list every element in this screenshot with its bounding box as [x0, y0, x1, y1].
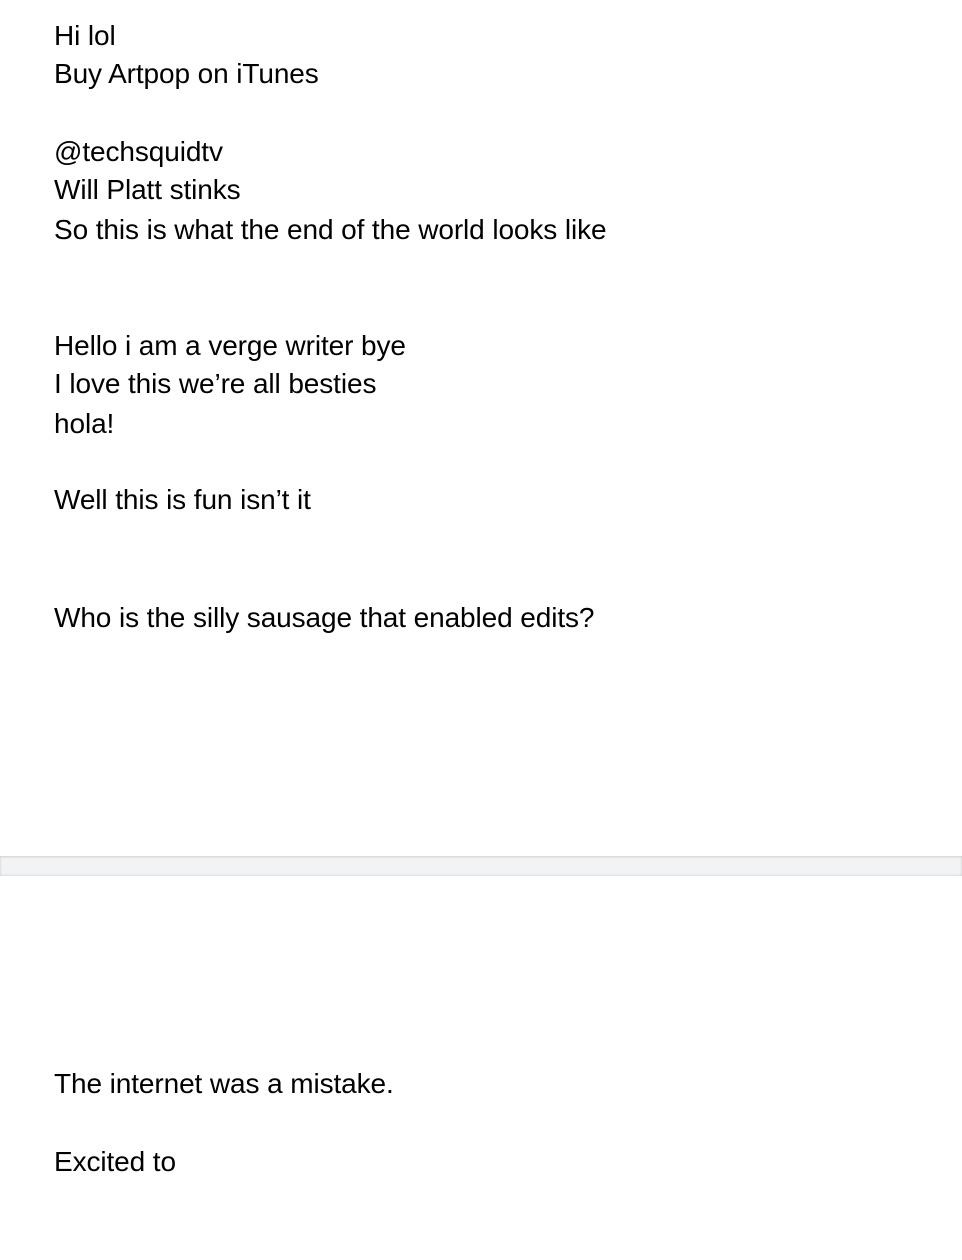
text-line[interactable]: hola!	[54, 408, 115, 439]
text-line[interactable]: The internet was a mistake.	[54, 1068, 394, 1099]
text-line[interactable]: Buy Artpop on iTunes	[54, 58, 319, 89]
text-line[interactable]: Hi lol	[54, 20, 116, 51]
text-line[interactable]: @techsquidtv	[54, 136, 223, 167]
text-line[interactable]: Who is the silly sausage that enabled edits?	[54, 602, 595, 633]
text-line[interactable]: Excited to	[54, 1146, 176, 1177]
document-page-2[interactable]	[0, 876, 962, 1260]
text-line[interactable]: Well this is fun isn’t it	[54, 484, 311, 515]
page-break	[0, 856, 962, 876]
text-line[interactable]: So this is what the end of the world looks like	[54, 214, 607, 245]
text-line[interactable]: I love this we’re all besties	[54, 368, 377, 399]
text-line[interactable]: Hello i am a verge writer bye	[54, 330, 406, 361]
text-line[interactable]: Will Platt stinks	[54, 174, 241, 205]
